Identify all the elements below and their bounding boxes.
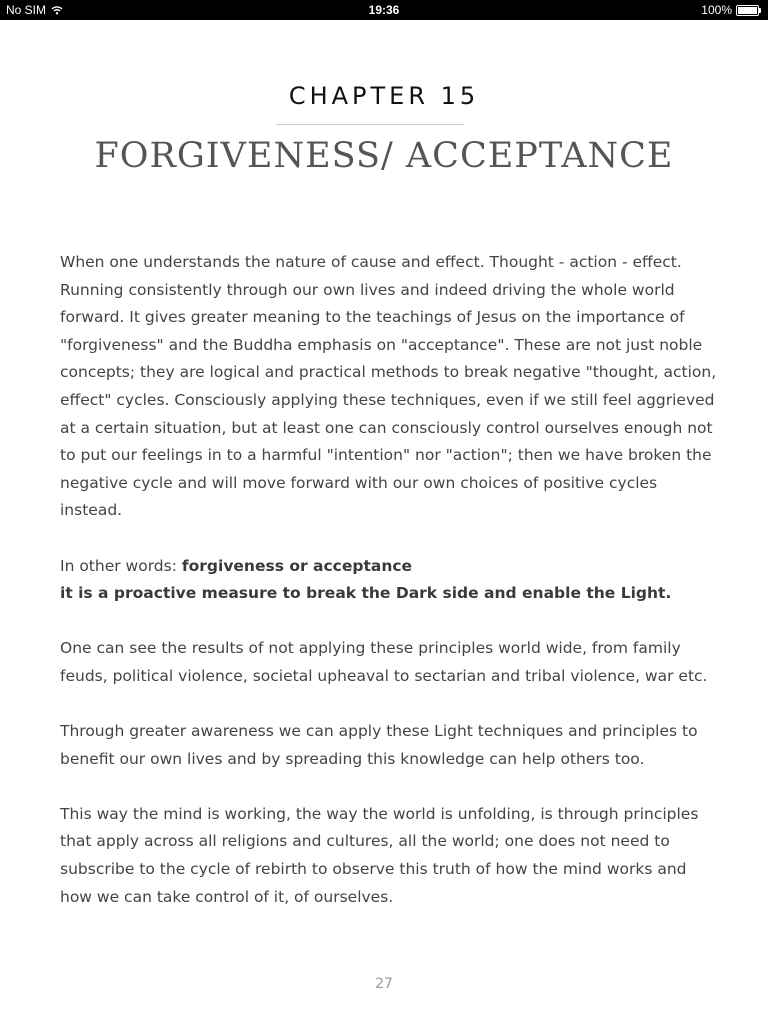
chapter-body (60, 249, 720, 939)
battery-fill (738, 7, 757, 14)
carrier-label: No SIM (6, 3, 47, 17)
paragraph (60, 553, 720, 608)
chapter-divider (276, 124, 464, 125)
chapter-label: CHAPTER 15 (288, 82, 480, 110)
page-number: 27 (375, 976, 393, 992)
paragraph: When one understands the nature of cause and effect. Thought - action - effect. Running consistently through our own lives and indeed driving the whole world forward. It gives greater meaning to the teachings of Jesus on the importance of "forgiveness" and the Buddha emphasis on "acceptance". These are not just noble concepts; they are logical and practical methods to break negative "thought, action, effect" cycles. Consciously applying these techniques, even if we still feel aggrieved at a certain situation, but at least one can consciously control ourselves enough not to put our feelings in to a harmful "intention" nor "action"; then we have broken the negative cycle and will move forward with our own choices of positive cycles instead. (60, 253, 717, 520)
battery-icon (736, 5, 762, 16)
status-bar (0, 0, 768, 20)
status-right (701, 3, 762, 17)
chapter-title: FORGIVENESS/ ACCEPTANCE (94, 136, 674, 176)
paragraph: This way the mind is working, the way the world is unfolding, is through principles that apply across all religions and cultures, all the world; one does not need to subscribe to the cycle of rebirth to observe this truth of how the mind works and how we can take control of it, of ourselves. (60, 804, 699, 906)
battery-percent: 100% (701, 3, 732, 17)
paragraph: One can see the results of not applying these principles world wide, from family feuds, political violence, societal upheaval to sectarian and tribal violence, war etc. (60, 639, 708, 685)
emphasis-text: forgiveness or acceptance (181, 556, 413, 575)
emphasis-text: it is a proactive measure to break the Dark side and enable the Light. (60, 584, 672, 603)
paragraph: Through greater awareness we can apply these Light techniques and principles to benefit our own lives and by spreading this knowledge can help others too. (60, 722, 698, 768)
paragraph-text: In other words: (60, 556, 182, 575)
status-time: 19:36 (368, 3, 400, 17)
